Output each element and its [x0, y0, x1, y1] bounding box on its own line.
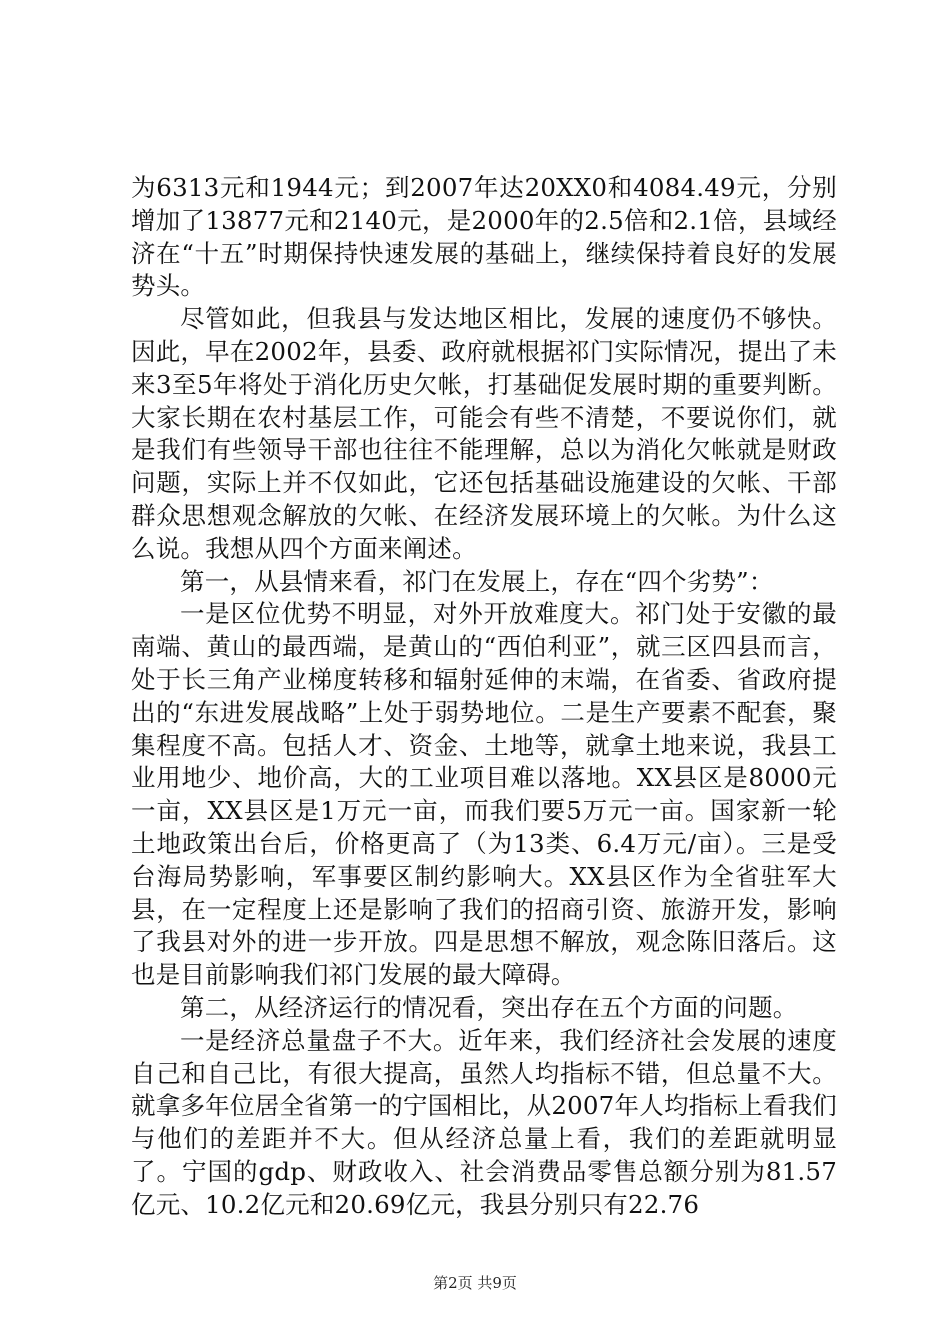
- page-footer: 第2页 共9页: [433, 1274, 517, 1292]
- paragraph-four-disadvantages: 一是区位优势不明显，对外开放难度大。祁门处于安徽的最南端、黄山的最西端，是黄山的“西伯利亚”，就三区四县而言，处于长三角产业梯度转移和辐射延伸的末端，在省委、省政府提出的“东进发展战略”上处于弱势地位。二是生产要素不配套，聚集程度不高。包括人才、资金、土地等，就拿土地来说，我县工业用地少、地价高，大的工业项目难以落地。XX县区是8000元一亩，XX县区是1万元一亩，而我们要5万元一亩。国家新一轮土地政策出台后，价格更高了（为13类、6.4万元/亩）。三是受台海局势影响，军事要区制约影响大。XX县区作为全省驻军大县，在一定程度上还是影响了我们的招商引资、旅游开发，影响了我县对外的进一步开放。四是思想不解放，观念陈旧落后。这也是目前影响我们祁门发展的最大障碍。: [131, 599, 837, 990]
- paragraph-economic-total: 一是经济总量盘子不大。近年来，我们经济社会发展的速度自己和自己比，有很大提高，虽然人均指标不错，但总量不大。就拿多年位居全省第一的宁国相比，从2007年人均指标上看我们与他们的差距并不大。但从经济总量上看，我们的差距就明显了。宁国的gdp、财政收入、社会消费品零售总额分别为81.57亿元、10.2亿元和20.69亿元，我县分别只有22.76: [131, 1025, 837, 1219]
- paragraph-development-speed: 尽管如此，但我县与发达地区相比，发展的速度仍不够快。因此，早在2002年，县委、政府就根据祁门实际情况，提出了未来3至5年将处于消化历史欠帐，打基础促发展时期的重要判断。大家长期在农村基层工作，可能会有些不清楚，不要说你们，就是我们有些领导干部也往往不能理解，总以为消化欠帐就是财政问题，实际上并不仅如此，它还包括基础设施建设的欠帐、干部群众思想观念解放的欠帐、在经济发展环境上的欠帐。为什么这么说。我想从四个方面来阐述。: [131, 304, 837, 563]
- paragraph-heading-four-disadvantages: 第一，从县情来看，祁门在发展上，存在“四个劣势”：: [180, 566, 774, 596]
- document-body: [131, 172, 837, 1222]
- paragraph-continuation: 为6313元和1944元；到2007年达20XX0和4084.49元，分别增加了13877元和2140元，是2000年的2.5倍和2.1倍，县域经济在“十五”时期保持快速发展的基础上，继续保持着良好的发展势头。: [131, 173, 837, 301]
- paragraph-heading-five-problems: 第二，从经济运行的情况看，突出存在五个方面的问题。: [180, 992, 798, 1022]
